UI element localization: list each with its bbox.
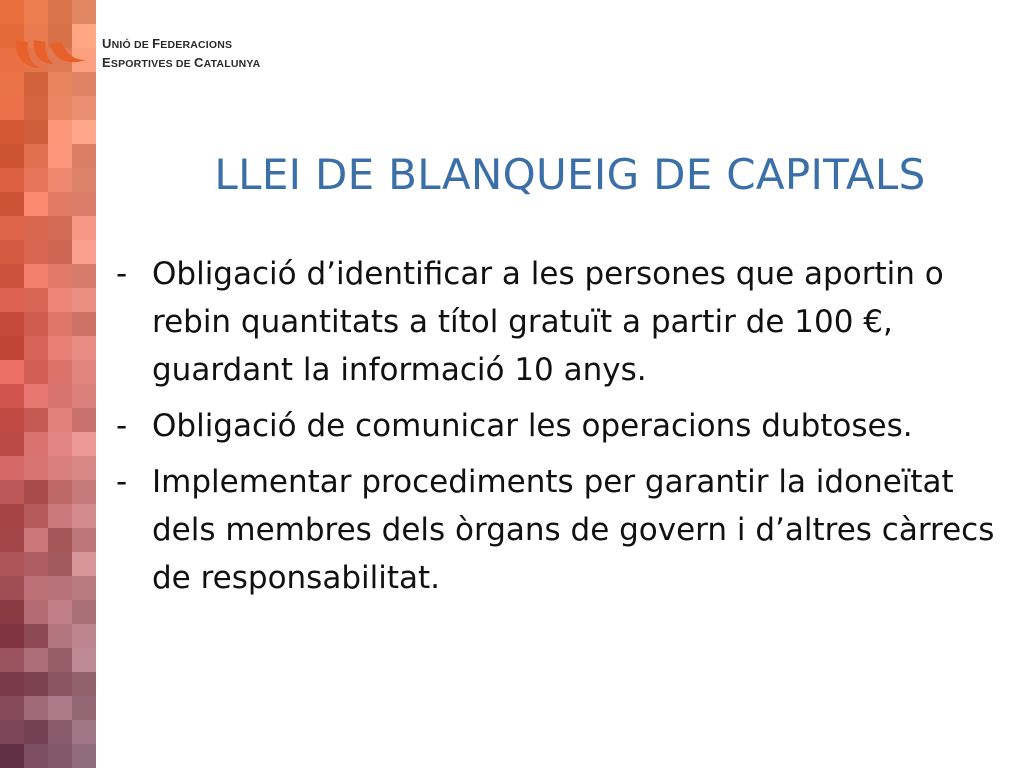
mosaic-tile [24, 552, 48, 576]
mosaic-tile [0, 648, 24, 672]
mosaic-tile [72, 384, 96, 408]
mosaic-tile [0, 360, 24, 384]
mosaic-tile [48, 96, 72, 120]
mosaic-tile [48, 408, 72, 432]
mosaic-tile [48, 552, 72, 576]
mosaic-tile [0, 720, 24, 744]
mosaic-tile [24, 288, 48, 312]
mosaic-tile [0, 552, 24, 576]
mosaic-tile [24, 672, 48, 696]
mosaic-tile [24, 120, 48, 144]
mosaic-tile [24, 576, 48, 600]
mosaic-tile [72, 432, 96, 456]
mosaic-tile [24, 600, 48, 624]
slide-title: LLEI DE BLANQUEIG DE CAPITALS [214, 150, 926, 199]
mosaic-tile [0, 288, 24, 312]
mosaic-tile [0, 240, 24, 264]
mosaic-tile [72, 576, 96, 600]
bullet-text: Obligació d’identificar a les persones que aportin o rebin quantitats a títol gratuït a partir de 100 €, guardant la informació 10 anys. [152, 256, 944, 388]
mosaic-tile [0, 408, 24, 432]
ufec-logo [10, 30, 260, 78]
mosaic-tile [72, 240, 96, 264]
mosaic-tile [24, 0, 48, 24]
mosaic-tile [24, 240, 48, 264]
logo-line-2: ESPORTIVES DE CATALUNYA [102, 55, 261, 70]
ufec-logo-text [102, 35, 260, 73]
mosaic-tile [0, 384, 24, 408]
mosaic-tile [72, 360, 96, 384]
mosaic-tile [72, 720, 96, 744]
mosaic-tile [72, 648, 96, 672]
ufec-logo-mark-icon [10, 30, 92, 78]
mosaic-tile [72, 144, 96, 168]
mosaic-tile [24, 720, 48, 744]
mosaic-tile [0, 672, 24, 696]
mosaic-tile [0, 96, 24, 120]
mosaic-tile [24, 744, 48, 768]
mosaic-tile [48, 168, 72, 192]
mosaic-tile [0, 744, 24, 768]
mosaic-tile [72, 120, 96, 144]
mosaic-tile [72, 528, 96, 552]
mosaic-tile [72, 600, 96, 624]
mosaic-tile [24, 528, 48, 552]
mosaic-tile [48, 648, 72, 672]
mosaic-tile [48, 336, 72, 360]
mosaic-tile [0, 528, 24, 552]
logo-line-1: UNIÓ DE FEDERACIONS [102, 36, 233, 51]
mosaic-tile [0, 312, 24, 336]
mosaic-tile [24, 144, 48, 168]
mosaic-tile [48, 360, 72, 384]
mosaic-tile [24, 96, 48, 120]
bullet-item [112, 250, 1012, 394]
mosaic-tile [0, 168, 24, 192]
mosaic-tile [48, 216, 72, 240]
mosaic-tile [0, 336, 24, 360]
mosaic-tile [24, 312, 48, 336]
mosaic-tile [0, 600, 24, 624]
bullet-list [112, 250, 1012, 610]
mosaic-tile [72, 744, 96, 768]
mosaic-tile [48, 0, 72, 24]
mosaic-tile [0, 696, 24, 720]
mosaic-tile [24, 384, 48, 408]
mosaic-tile [72, 192, 96, 216]
mosaic-tile [0, 120, 24, 144]
mosaic-tile [48, 312, 72, 336]
mosaic-tile [72, 480, 96, 504]
mosaic-tile [24, 432, 48, 456]
mosaic-tile [72, 672, 96, 696]
mosaic-tile [24, 624, 48, 648]
bullet-item [112, 402, 1012, 450]
mosaic-tile [0, 504, 24, 528]
mosaic-tile [24, 216, 48, 240]
mosaic-tile [72, 336, 96, 360]
bullet-marker: - [116, 256, 128, 292]
mosaic-tile [72, 456, 96, 480]
bullet-text: Implementar procediments per garantir la idoneïtat dels membres dels òrgans de govern i d’altres càrrecs de responsabilitat. [152, 464, 995, 596]
mosaic-tile [72, 624, 96, 648]
mosaic-tile [48, 504, 72, 528]
mosaic-tile [0, 432, 24, 456]
mosaic-tile [48, 696, 72, 720]
mosaic-tile [72, 312, 96, 336]
mosaic-tile [24, 504, 48, 528]
decorative-mosaic-strip [0, 0, 96, 768]
mosaic-tile [24, 192, 48, 216]
mosaic-tile [24, 456, 48, 480]
mosaic-tile [72, 0, 96, 24]
mosaic-tile [48, 600, 72, 624]
bullet-marker: - [116, 464, 128, 500]
mosaic-tile [24, 360, 48, 384]
mosaic-tile [0, 216, 24, 240]
mosaic-tile [72, 168, 96, 192]
mosaic-tile [72, 216, 96, 240]
mosaic-tile [0, 264, 24, 288]
mosaic-tile [0, 576, 24, 600]
mosaic-tile [24, 336, 48, 360]
mosaic-tile [72, 264, 96, 288]
mosaic-tile [48, 264, 72, 288]
mosaic-tile [48, 528, 72, 552]
mosaic-tile [72, 696, 96, 720]
mosaic-tile [0, 144, 24, 168]
mosaic-tile [48, 744, 72, 768]
bullet-text: Obligació de comunicar les operacions dubtoses. [152, 408, 913, 444]
mosaic-tile [24, 696, 48, 720]
mosaic-tile [72, 552, 96, 576]
mosaic-tile [24, 648, 48, 672]
mosaic-tile [24, 264, 48, 288]
bullet-item [112, 458, 1012, 602]
mosaic-tile [48, 624, 72, 648]
mosaic-tile [24, 480, 48, 504]
mosaic-tile [48, 456, 72, 480]
mosaic-tile [72, 504, 96, 528]
mosaic-tile [48, 144, 72, 168]
mosaic-tile [48, 672, 72, 696]
mosaic-tile [48, 192, 72, 216]
mosaic-tile [72, 288, 96, 312]
mosaic-tile [72, 96, 96, 120]
mosaic-tile [0, 624, 24, 648]
mosaic-tile [24, 168, 48, 192]
mosaic-tile [48, 240, 72, 264]
mosaic-tile [48, 384, 72, 408]
mosaic-tile [48, 720, 72, 744]
mosaic-tile [72, 408, 96, 432]
mosaic-tile [48, 576, 72, 600]
mosaic-tile [24, 408, 48, 432]
bullet-marker: - [116, 408, 128, 444]
mosaic-tile [0, 0, 24, 24]
mosaic-tile [0, 480, 24, 504]
mosaic-tile [0, 456, 24, 480]
mosaic-tile [48, 120, 72, 144]
mosaic-tile [48, 432, 72, 456]
mosaic-tile [0, 192, 24, 216]
mosaic-tile [48, 288, 72, 312]
mosaic-tile [48, 480, 72, 504]
